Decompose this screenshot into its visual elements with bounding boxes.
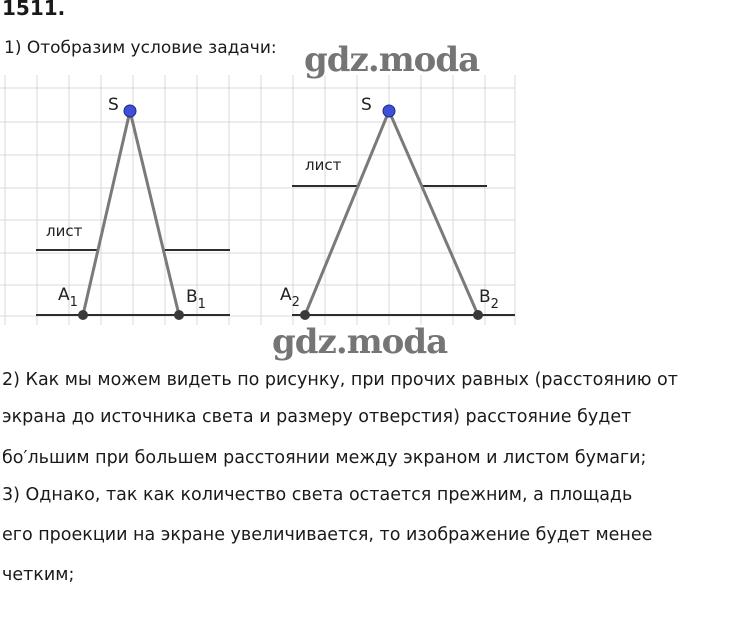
left-sheet-label: лист [46,222,83,240]
right-ray-a [305,111,389,315]
problem-number: 1511. [2,0,66,20]
text-line-4: 3) Однако, так как количество света остается прежним, а площадь [2,485,633,505]
right-sheet-label: лист [305,156,342,174]
text-line-6: четким; [2,565,75,585]
text-line-3: бо′льшим при большем расстоянии между экраном и листом бумаги; [2,448,647,468]
grid [0,75,515,325]
condition-heading: 1) Отобразим условие задачи: [4,38,277,58]
left-ray-b [130,111,179,315]
right-point-a [300,310,310,320]
left-point-b-label: $B_1$ [186,287,206,312]
left-point-a [78,310,88,320]
right-ray-b [389,111,478,315]
left-ray-a [83,111,130,315]
right-point-a-label: $A_2$ [280,285,300,310]
right-source-point [383,105,395,117]
left-source-point [124,105,136,117]
right-figure [280,95,515,320]
right-source-label: S [361,95,372,115]
text-line-5: его проекции на экране увеличивается, то изображение будет менее [2,525,653,545]
left-source-label: S [108,95,119,115]
text-line-1: 2) Как мы можем видеть по рисунку, при прочих равных (расстоянию от [2,370,678,390]
left-point-b [174,310,184,320]
left-point-a-label: $A_1$ [58,285,78,310]
right-point-b-label: $B_2$ [479,287,499,312]
text-line-2: экрана до источника света и размеру отверстия) расстояние будет [2,407,632,427]
watermark-top: gdz.moda [304,40,480,80]
watermark-bottom: gdz.moda [272,322,448,362]
right-point-b [473,310,483,320]
